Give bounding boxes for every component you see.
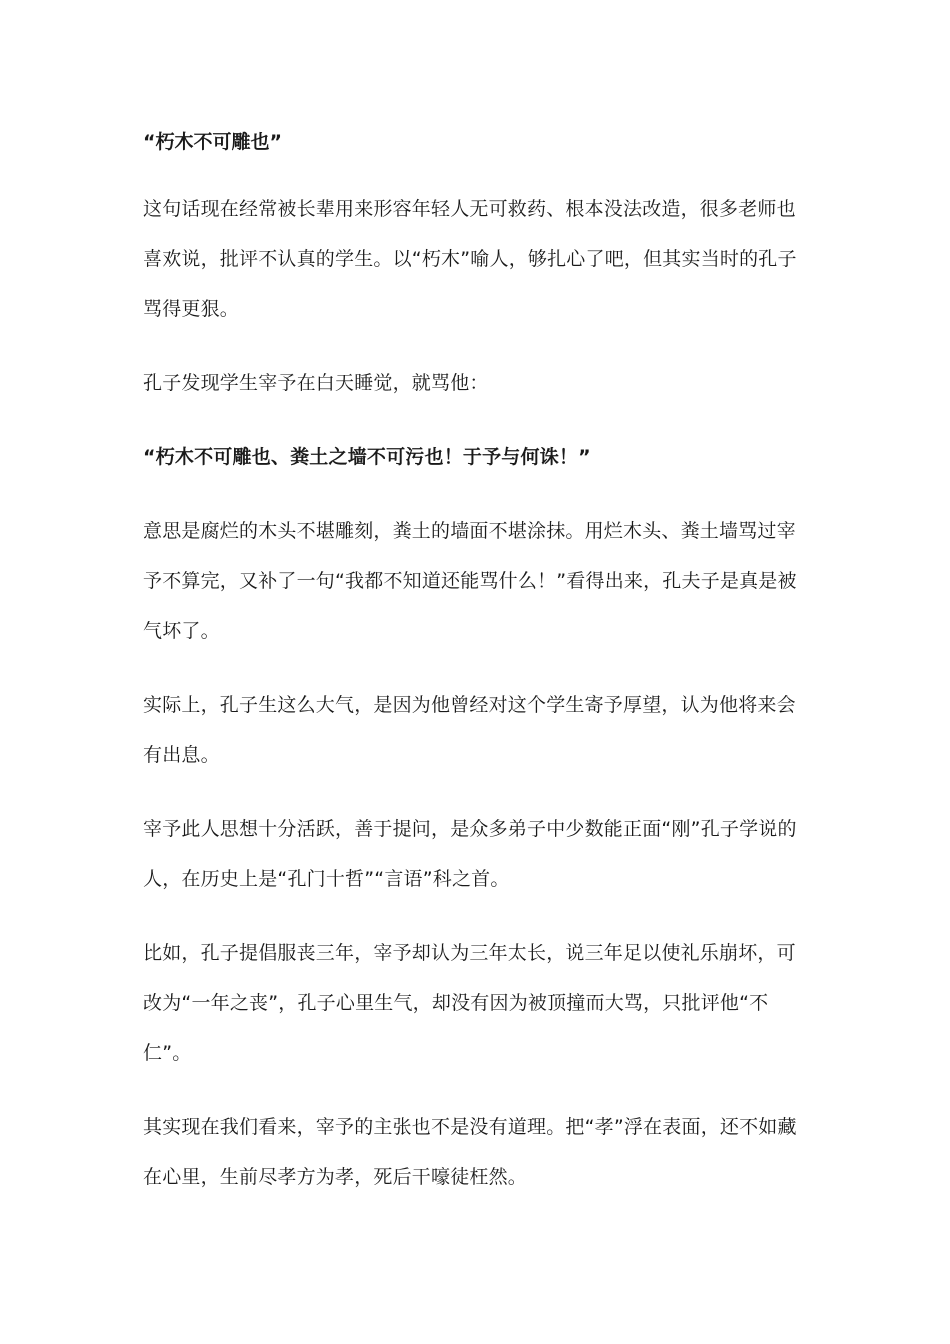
paragraph-gap	[143, 780, 808, 804]
paragraph-gap	[143, 408, 808, 432]
document-body	[143, 124, 808, 1202]
paragraph-gap	[143, 482, 808, 506]
paragraph-8: 其实现在我们看来，宰予的主张也不是没有道理。把“孝”浮在表面，还不如藏在心里，生前尽孝方为孝，死后干嚎徒枉然。	[143, 1116, 797, 1188]
quote-paragraph: “朽木不可雕也、粪土之墙不可污也！于予与何诛！”	[143, 446, 591, 468]
paragraph-2: 孔子发现学生宰予在白天睡觉，就骂他：	[143, 372, 489, 394]
paragraph-7: 比如，孔子提倡服丧三年，宰予却认为三年太长，说三年足以使礼乐崩坏，可改为“一年之丧”，孔子心里生气，却没有因为被顶撞而大骂，只批评他“不仁”。	[143, 942, 796, 1064]
paragraph-1: 这句话现在经常被长辈用来形容年轻人无可救药、根本没法改造，很多老师也喜欢说，批评不认真的学生。以“朽木”喻人，够扎心了吧，但其实当时的孔子骂得更狠。	[143, 198, 797, 320]
paragraph-gap	[143, 904, 808, 928]
paragraph-5: 实际上，孔子生这么大气，是因为他曾经对这个学生寄予厚望，认为他将来会有出息。	[143, 694, 796, 766]
paragraph-6: 宰予此人思想十分活跃，善于提问，是众多弟子中少数能正面“刚”孔子学说的人，在历史上是“孔门十哲”“言语”科之首。	[143, 818, 797, 890]
paragraph-gap	[143, 656, 808, 680]
paragraph-gap	[143, 1078, 808, 1102]
paragraph-gap	[143, 334, 808, 358]
document-heading: “朽木不可雕也”	[143, 131, 282, 153]
paragraph-4: 意思是腐烂的木头不堪雕刻，粪土的墙面不堪涂抹。用烂木头、粪土墙骂过宰予不算完，又补了一句“我都不知道还能骂什么！”看得出来，孔夫子是真是被气坏了。	[143, 520, 797, 642]
